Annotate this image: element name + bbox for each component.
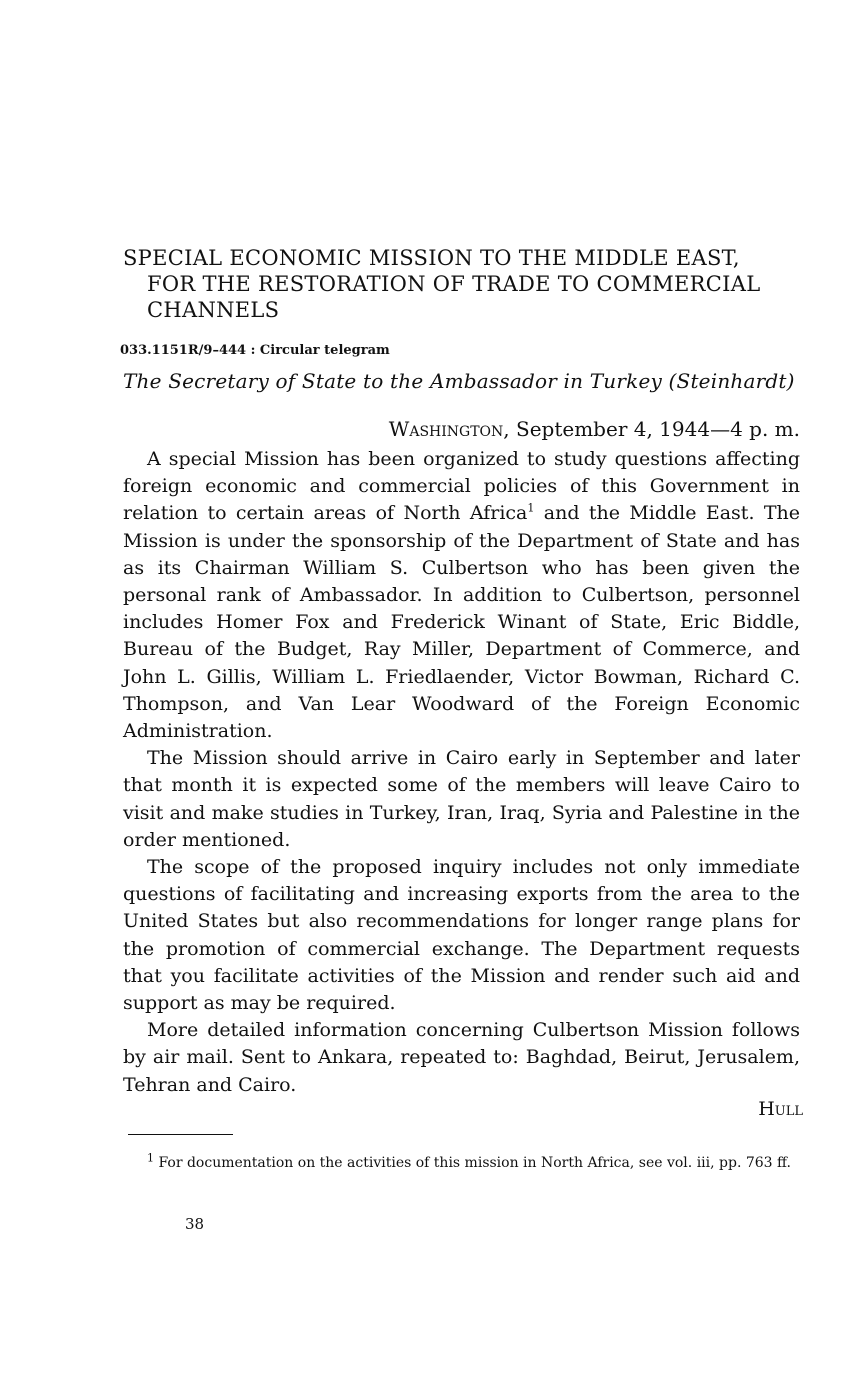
footnote-divider	[128, 1134, 233, 1135]
paragraph-2: The Mission should arrive in Cairo early in September and later that month it is expected some of the members will leave Cairo to visit and make studies in Turkey, Iran, Iraq, Syria and Palestine in the order mentioned.	[123, 747, 800, 851]
paragraph-1	[123, 446, 800, 745]
footnote-reference: 1	[527, 502, 535, 516]
footnote	[123, 1151, 808, 1173]
dateline-place: Washington,	[388, 417, 510, 441]
telegram-body	[123, 446, 800, 1099]
paragraph-1-part-1: A special Mission has been organized to study questions affecting foreign economic and commercial policies of this Government in relation to certain areas of North Africa	[123, 448, 800, 525]
section-heading	[123, 245, 803, 323]
page-number: 38	[185, 1215, 205, 1233]
heading-line-3: CHANNELS	[147, 298, 280, 322]
footnote-text: For documentation on the activities of this mission in North Africa, see vol. iii, pp. 763 ff.	[158, 1155, 791, 1171]
heading-line-1: SPECIAL ECONOMIC MISSION TO THE MIDDLE EAST,	[123, 246, 740, 270]
document-title: The Secretary of State to the Ambassador in Turkey (Steinhardt)	[123, 369, 795, 393]
dateline	[389, 417, 800, 441]
dateline-date: September 4, 1944—4 p. m.	[516, 417, 800, 441]
signature: Hull	[758, 1098, 803, 1120]
file-reference: 033.1151R/9–444 : Circular telegram	[120, 343, 390, 358]
paragraph-1-part-2: and the Middle East. The Mission is under the sponsorship of the Department of State and has as its Chairman William S. Culbertson who has been given the personal rank of Ambassador. In addition to Culbertson, personnel includes Homer Fox and Frederick Winant of State, Eric Biddle, Bureau of the Budget, Ray Miller, Department of Commerce, and John L. Gillis, William L. Friedlaender, Victor Bowman, Richard C. Thompson, and Van Lear Woodward of the Foreign Economic Administration.	[123, 502, 800, 743]
paragraph-4: More detailed information concerning Culbertson Mission follows by air mail. Sent to Ankara, repeated to: Baghdad, Beirut, Jerusalem, Tehran and Cairo.	[123, 1019, 800, 1096]
heading-line-2: FOR THE RESTORATION OF TRADE TO COMMERCIAL	[147, 272, 761, 296]
paragraph-3: The scope of the proposed inquiry includes not only immediate questions of facilitating and increasing exports from the area to the United States but also recommendations for longer range plans for the promotion of commercial exchange. The Department requests that you facilitate activities of the Mission and render such aid and support as may be required.	[123, 856, 800, 1015]
footnote-number: 1	[147, 1151, 154, 1165]
